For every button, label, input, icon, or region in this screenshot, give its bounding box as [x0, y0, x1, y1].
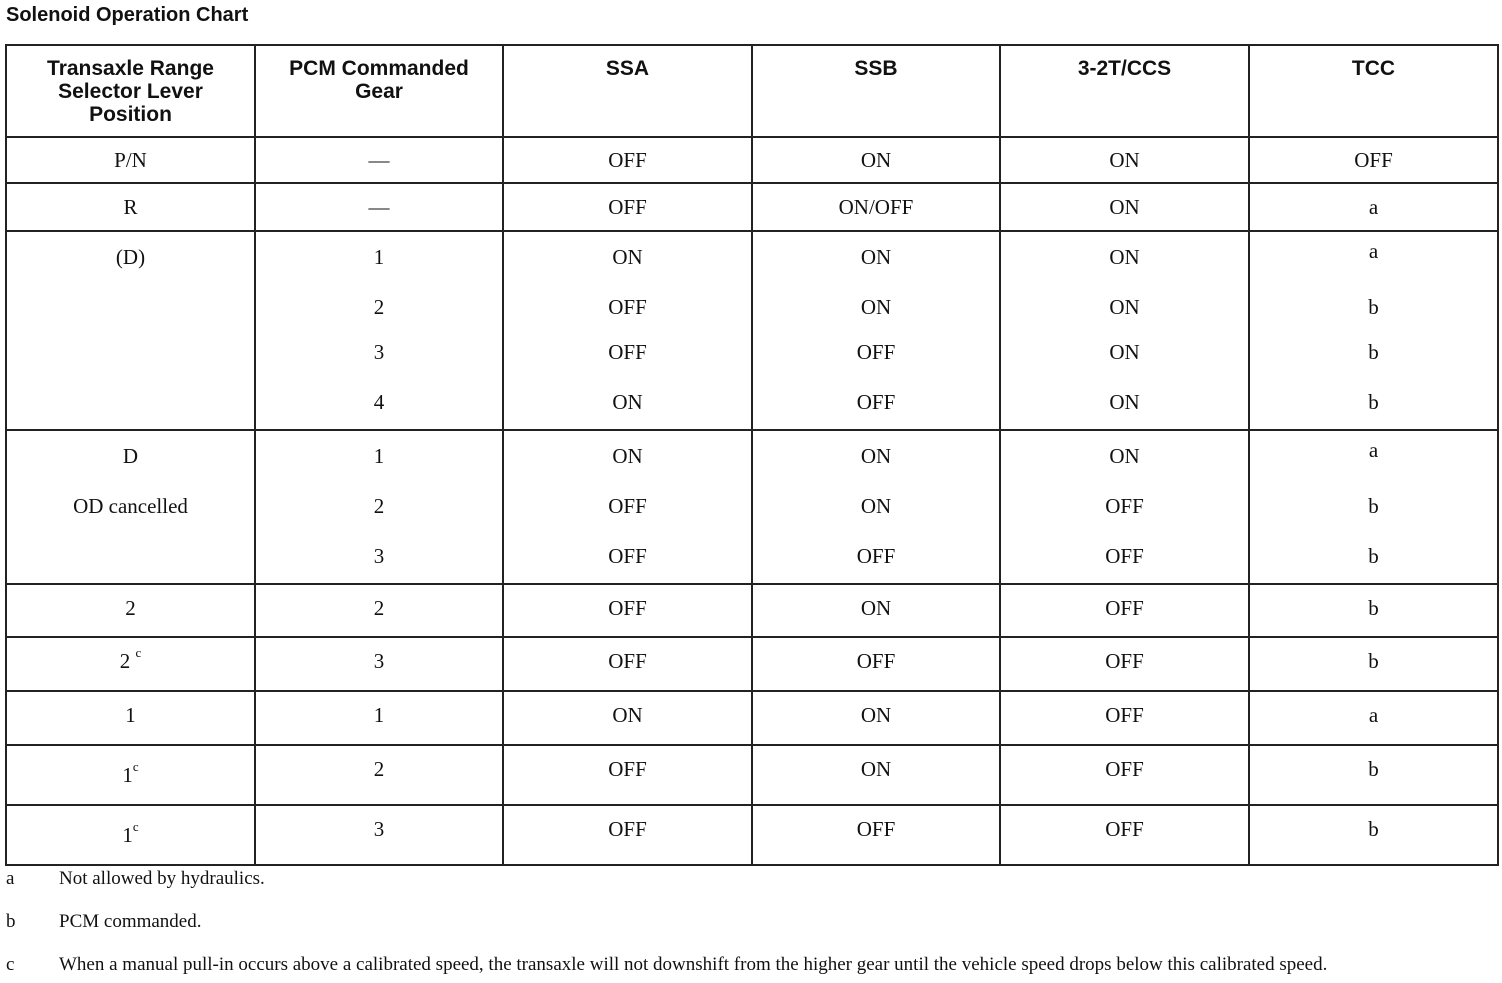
- position-cell: [6, 805, 255, 865]
- ssa-value: OFF: [608, 340, 647, 364]
- tcc-cell: b: [1249, 637, 1498, 691]
- ssa-value: ON: [612, 245, 643, 269]
- ssa-value: ON: [612, 390, 643, 414]
- footnote-marker: c: [135, 645, 142, 660]
- position-value: 2: [119, 649, 131, 673]
- ssa-cell: OFF: [503, 745, 752, 805]
- table-row: [6, 183, 1498, 231]
- tcc-cell: a: [1249, 691, 1498, 745]
- ssa-cell: OFF: [503, 137, 752, 183]
- ssa-cell: OFF: [503, 805, 752, 865]
- ccs-cell: OFF: [1000, 745, 1249, 805]
- table-row: [6, 137, 1498, 183]
- ccs-cell: OFF: [1000, 637, 1249, 691]
- ssa-cell: OFF: [503, 183, 752, 231]
- ccs-value: ON: [1109, 444, 1140, 468]
- position-cell: R: [6, 183, 255, 231]
- ssa-value: OFF: [608, 295, 647, 319]
- position-cell: [6, 637, 255, 691]
- tcc-value: b: [1368, 340, 1379, 364]
- ccs-cell: [1000, 430, 1249, 584]
- position-label: (D): [115, 245, 146, 269]
- header-ssb: SSB: [752, 45, 1000, 137]
- ssb-value: OFF: [856, 544, 896, 568]
- gear-value: 3: [373, 340, 385, 364]
- position-label: D: [122, 444, 139, 468]
- footnote-key: a: [6, 868, 15, 889]
- tcc-cell: a: [1249, 183, 1498, 231]
- ccs-cell: OFF: [1000, 805, 1249, 865]
- table-row: [6, 691, 1498, 745]
- ccs-cell: OFF: [1000, 691, 1249, 745]
- ssa-value: OFF: [608, 494, 647, 518]
- ssb-cell: OFF: [752, 805, 1000, 865]
- ccs-value: ON: [1109, 295, 1140, 319]
- ssa-value: ON: [612, 444, 643, 468]
- position-cell: [6, 430, 255, 584]
- position-value: 1: [122, 823, 133, 847]
- gear-cell: —: [255, 183, 503, 231]
- tcc-cell: [1249, 430, 1498, 584]
- ccs-cell: [1000, 231, 1249, 430]
- footnote-text: PCM commanded.: [59, 911, 202, 932]
- footnote-key: b: [6, 911, 16, 932]
- footnote-marker: c: [132, 759, 139, 774]
- ssb-cell: ON/OFF: [752, 183, 1000, 231]
- ccs-cell: ON: [1000, 137, 1249, 183]
- gear-cell: 2: [255, 745, 503, 805]
- ccs-value: ON: [1109, 340, 1140, 364]
- tcc-cell: [1249, 231, 1498, 430]
- ssb-value: ON: [860, 295, 892, 319]
- table-row: [6, 430, 1498, 584]
- solenoid-table: [5, 44, 1499, 866]
- header-tcc: TCC: [1249, 45, 1498, 137]
- header-position: Transaxle Range Selector Lever Position: [6, 45, 255, 137]
- ccs-cell: OFF: [1000, 584, 1249, 637]
- ssb-cell: ON: [752, 137, 1000, 183]
- tcc-value: a: [1368, 438, 1379, 462]
- ccs-value: OFF: [1105, 544, 1144, 568]
- footnote-key: c: [6, 954, 15, 975]
- tcc-value: b: [1368, 390, 1379, 414]
- footnote-text: When a manual pull-in occurs above a calibrated speed, the transaxle will not downshift from the higher gear until the vehicle speed drops below this calibrated speed.: [59, 954, 1328, 975]
- chart-title: Solenoid Operation Chart: [6, 4, 249, 26]
- table-row: [6, 637, 1498, 691]
- header-ssa: SSA: [503, 45, 752, 137]
- gear-value: 1: [373, 245, 385, 269]
- ccs-cell: ON: [1000, 183, 1249, 231]
- ccs-value: OFF: [1105, 494, 1144, 518]
- position-sublabel: OD cancelled: [73, 494, 188, 518]
- header-ccs: 3-2T/CCS: [1000, 45, 1249, 137]
- gear-cell: [255, 231, 503, 430]
- table-row: [6, 805, 1498, 865]
- ssa-cell: ON: [503, 691, 752, 745]
- footnote-text: Not allowed by hydraulics.: [59, 868, 265, 889]
- ssb-cell: [752, 430, 1000, 584]
- ssb-cell: ON: [752, 584, 1000, 637]
- gear-cell: 1: [255, 691, 503, 745]
- position-cell: P/N: [6, 137, 255, 183]
- tcc-cell: b: [1249, 805, 1498, 865]
- ssb-value: OFF: [856, 340, 896, 364]
- ssb-value: ON: [860, 444, 892, 468]
- gear-cell: —: [255, 137, 503, 183]
- position-cell: [6, 745, 255, 805]
- tcc-cell: OFF: [1249, 137, 1498, 183]
- table-row: [6, 584, 1498, 637]
- position-cell: [6, 231, 255, 430]
- header-gear: PCM Commanded Gear: [255, 45, 503, 137]
- header-row: [6, 45, 1498, 137]
- position-cell: 2: [6, 584, 255, 637]
- tcc-value: b: [1368, 544, 1379, 568]
- gear-cell: 2: [255, 584, 503, 637]
- ssb-value: ON: [860, 245, 892, 269]
- ssa-cell: [503, 231, 752, 430]
- ssa-value: OFF: [608, 544, 647, 568]
- ccs-value: ON: [1109, 390, 1140, 414]
- position-value: 1: [122, 763, 133, 787]
- table-row: [6, 745, 1498, 805]
- tcc-value: b: [1368, 295, 1379, 319]
- ssb-value: ON: [860, 494, 892, 518]
- gear-value: 4: [373, 390, 385, 414]
- gear-cell: 3: [255, 805, 503, 865]
- tcc-value: a: [1368, 239, 1379, 263]
- footnote-marker: c: [132, 819, 139, 834]
- ccs-value: ON: [1109, 245, 1140, 269]
- ssa-cell: OFF: [503, 584, 752, 637]
- tcc-cell: b: [1249, 745, 1498, 805]
- gear-value: 2: [373, 295, 385, 319]
- tcc-cell: b: [1249, 584, 1498, 637]
- table-row: [6, 231, 1498, 430]
- ssa-cell: OFF: [503, 637, 752, 691]
- ssa-cell: [503, 430, 752, 584]
- gear-value: 1: [373, 444, 385, 468]
- ssb-cell: OFF: [752, 637, 1000, 691]
- ssb-cell: ON: [752, 691, 1000, 745]
- ssb-cell: ON: [752, 745, 1000, 805]
- ssb-cell: [752, 231, 1000, 430]
- tcc-value: b: [1368, 494, 1379, 518]
- gear-value: 2: [373, 494, 385, 518]
- position-cell: 1: [6, 691, 255, 745]
- gear-cell: 3: [255, 637, 503, 691]
- ssb-value: OFF: [856, 390, 896, 414]
- gear-cell: [255, 430, 503, 584]
- gear-value: 3: [373, 544, 385, 568]
